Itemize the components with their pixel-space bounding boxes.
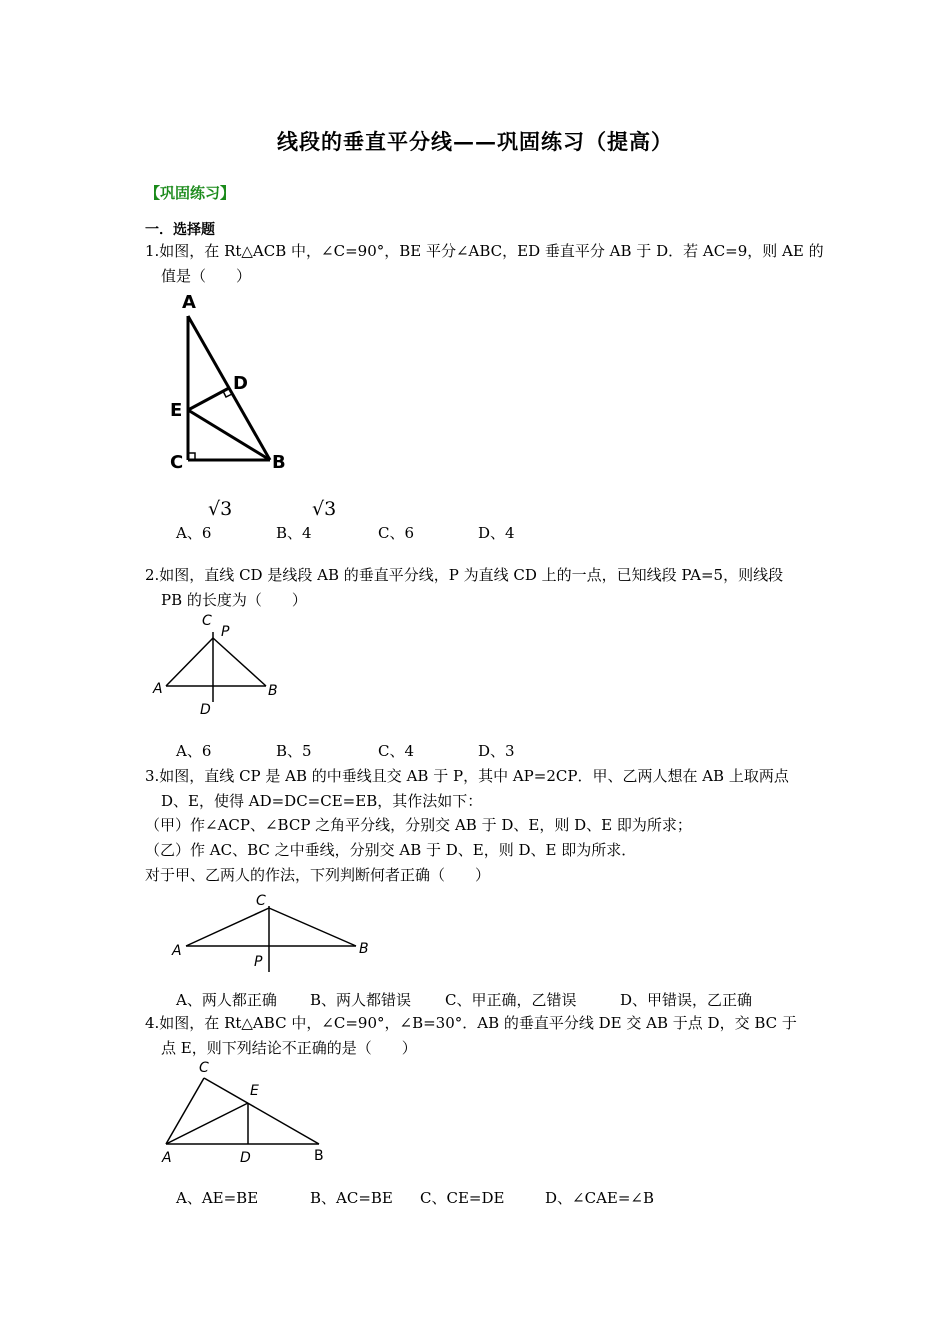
- q3-stem-line5: 对于甲、乙两人的作法，下列判断何者正确（ ）: [145, 866, 491, 884]
- q4-label-e: E: [250, 1083, 259, 1099]
- q4-label-c: C: [199, 1060, 209, 1076]
- q3-option-c: C、甲正确，乙错误: [445, 991, 577, 1009]
- q3-figure: [164, 888, 384, 978]
- q4-option-c: C、CE=DE: [420, 1189, 505, 1207]
- q1-option-a-radical: √3: [208, 498, 233, 520]
- q3-stem-line1: 3.如图，直线 CP 是 AB 的中垂线且交 AB 于 P，其中 AP=2CP．甲、乙两人想在 AB 上取两点: [145, 767, 789, 785]
- q4-stem-line2: 点 E，则下列结论不正确的是（ ）: [161, 1039, 417, 1057]
- q4-figure: [156, 1054, 336, 1166]
- q2-option-b: B、5: [276, 742, 312, 760]
- section-label: 【巩固练习】: [145, 184, 236, 202]
- q2-figure: [148, 608, 288, 718]
- q3-stem-line4: （乙）作 AC、BC 之中垂线，分别交 AB 于 D、E，则 D、E 即为所求．: [145, 841, 637, 859]
- q1-stem-line1: 1.如图，在 Rt△ACB 中，∠C=90°，BE 平分∠ABC，ED 垂直平分 AB 于 D．若 AC=9，则 AE 的: [145, 242, 824, 260]
- q1-option-b: B、4: [276, 524, 312, 542]
- q2-option-d: D、3: [478, 742, 515, 760]
- q2-label-c: C: [202, 613, 212, 629]
- q2-stem-line1: 2.如图，直线 CD 是线段 AB 的垂直平分线，P 为直线 CD 上的一点，已知线段 PA=5，则线段: [145, 566, 784, 584]
- q2-label-a: A: [153, 681, 163, 697]
- q3-segment-ac: [186, 908, 269, 946]
- q4-label-d: D: [240, 1150, 251, 1166]
- page-title: 线段的垂直平分线——巩固练习（提高）: [277, 129, 673, 154]
- q1-label-a: A: [182, 292, 196, 313]
- q4-label-b: B: [314, 1148, 324, 1164]
- q4-option-d: D、∠CAE=∠B: [545, 1189, 655, 1207]
- q4-stem-line1: 4.如图，在 Rt△ABC 中，∠C=90°，∠B=30°．AB 的垂直平分线 DE 交 AB 于点 D，交 BC 于: [145, 1014, 797, 1032]
- q2-option-a: A、6: [176, 742, 212, 760]
- q3-segment-cb: [269, 908, 356, 946]
- q1-option-c: C、6: [378, 524, 415, 542]
- q1-option-d: D、4: [478, 524, 515, 542]
- q1-label-e: E: [170, 400, 183, 421]
- q1-label-d: D: [233, 373, 248, 394]
- q2-segment-pa: [166, 638, 213, 686]
- q1-option-b-radical: √3: [312, 498, 337, 520]
- q3-option-d: D、甲错误，乙正确: [620, 991, 753, 1009]
- q4-segment-cb: [204, 1078, 319, 1144]
- q3-label-b: B: [359, 941, 369, 957]
- q2-label-b: B: [268, 683, 278, 699]
- q1-segment-eb: [188, 410, 270, 460]
- q2-option-c: C、4: [378, 742, 415, 760]
- q3-label-c: C: [256, 893, 266, 909]
- q4-label-a: A: [162, 1150, 172, 1166]
- q3-stem-line2: D、E，使得 AD=DC=CE=EB，其作法如下：: [161, 792, 483, 810]
- q3-label-a: A: [172, 943, 182, 959]
- q3-option-a: A、两人都正确: [176, 991, 277, 1009]
- q1-option-a: A、6: [176, 524, 212, 542]
- q2-label-p: P: [221, 624, 230, 640]
- q4-option-b: B、AC=BE: [310, 1189, 393, 1207]
- q3-label-p: P: [254, 954, 263, 970]
- q1-label-c: C: [170, 452, 184, 473]
- q2-label-d: D: [200, 702, 211, 718]
- q2-segment-pb: [213, 638, 266, 686]
- q3-option-b: B、两人都错误: [310, 991, 412, 1009]
- part-heading: 一．选择题: [145, 222, 215, 238]
- q2-stem-line2: PB 的长度为（ ）: [161, 591, 307, 609]
- q3-stem-line3: （甲）作∠ACP、∠BCP 之角平分线，分别交 AB 于 D、E，则 D、E 即为所求；: [145, 816, 692, 834]
- q1-label-b: B: [272, 452, 286, 473]
- q1-stem-line2: 值是（ ）: [161, 267, 252, 285]
- q1-figure: [160, 288, 300, 478]
- q4-option-a: A、AE=BE: [176, 1189, 259, 1207]
